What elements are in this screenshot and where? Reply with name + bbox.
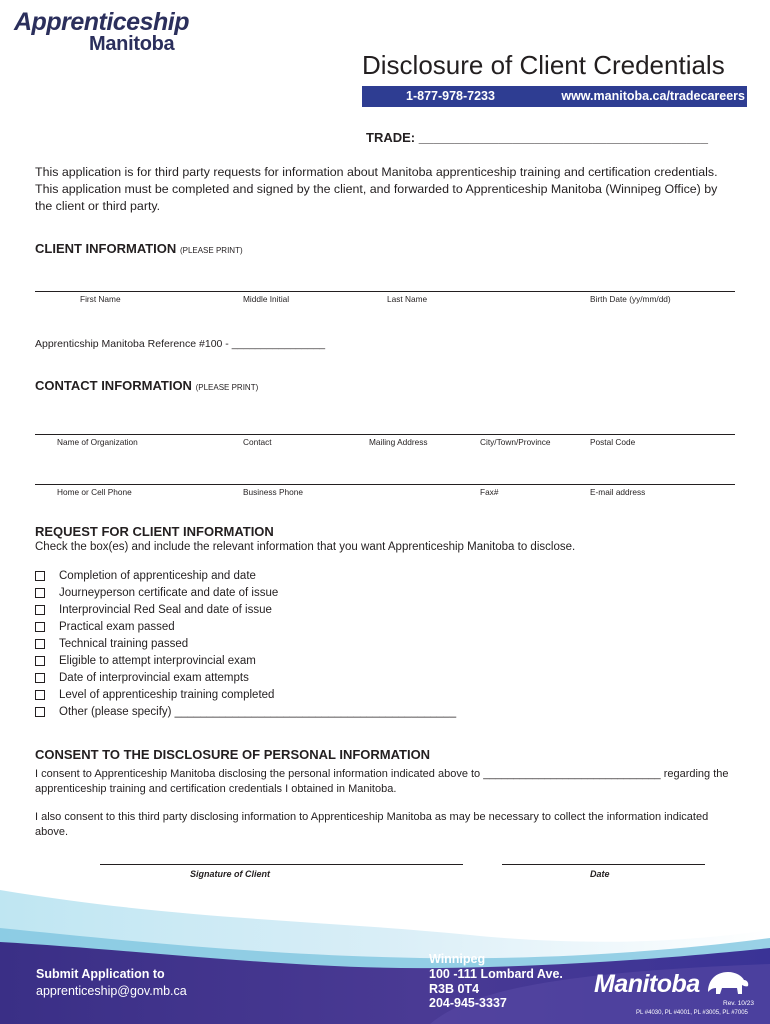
date-label: Date	[590, 869, 610, 879]
contact-row1-line[interactable]	[35, 434, 735, 435]
submit-email[interactable]: apprenticeship@gov.mb.ca	[36, 984, 187, 998]
option-label: Practical exam passed	[59, 621, 175, 634]
office-address	[429, 952, 563, 1011]
option-training-level[interactable]	[35, 686, 456, 703]
city-label: City/Town/Province	[480, 437, 551, 447]
bison-icon	[704, 966, 750, 998]
submit-heading: Submit Application to	[36, 967, 165, 981]
signature-line[interactable]	[100, 864, 463, 865]
option-label: Journeyperson certificate and date of issue	[59, 587, 279, 600]
date-line[interactable]	[502, 864, 705, 865]
address-street: 100 -111 Lombard Ave.	[429, 966, 563, 981]
option-label: Technical training passed	[59, 638, 189, 650]
contact-info-heading	[35, 378, 258, 393]
checkbox[interactable]	[35, 605, 45, 615]
request-options-list	[35, 568, 456, 720]
submit-block	[36, 966, 187, 1000]
postal-code-label: Postal Code	[590, 437, 636, 447]
option-exam-attempts[interactable]	[35, 669, 456, 686]
fax-label: Fax#	[480, 487, 499, 497]
option-practical-exam[interactable]	[35, 619, 456, 636]
option-red-seal[interactable]	[35, 602, 456, 619]
client-info-title: CLIENT INFORMATION	[35, 241, 177, 256]
reference-field[interactable]: Apprenticship Manitoba Reference #100 - ________________	[35, 338, 326, 350]
request-instruction: Check the box(es) and include the relevant information that you want Apprenticeship Manitoba to disclose.	[35, 541, 576, 553]
option-label: Date of interprovincial exam attempts	[59, 671, 249, 684]
signature-label: Signature of Client	[190, 869, 271, 879]
birth-date-label: Birth Date (yy/mm/dd)	[590, 294, 671, 304]
checkbox[interactable]	[35, 639, 45, 649]
checkbox[interactable]	[35, 571, 45, 581]
checkbox[interactable]	[35, 588, 45, 598]
option-label: Interprovincial Red Seal and date of issue	[59, 604, 272, 617]
manitoba-wordmark: Manitoba	[594, 970, 700, 998]
trade-label: TRADE:	[366, 130, 416, 145]
apprenticeship-logo-line2: Manitoba	[89, 33, 175, 55]
client-info-note: (PLEASE PRINT)	[179, 246, 243, 255]
option-other[interactable]	[35, 703, 456, 720]
checkbox[interactable]	[35, 673, 45, 683]
contact-banner	[362, 86, 747, 107]
checkbox[interactable]	[35, 690, 45, 700]
trade-field[interactable]	[366, 130, 708, 145]
footer-wave	[0, 880, 770, 1024]
consent-heading: CONSENT TO THE DISCLOSURE OF PERSONAL INFORMATION	[35, 747, 431, 762]
website-link[interactable]: www.manitoba.ca/tradecareers	[561, 89, 745, 103]
home-phone-label: Home or Cell Phone	[57, 487, 132, 497]
request-heading: REQUEST FOR CLIENT INFORMATION	[35, 524, 274, 539]
option-label: Eligible to attempt interprovincial exam	[59, 654, 256, 667]
consent-paragraph-2: I also consent to this third party disclosing information to Apprenticeship Manitoba as may be necessary to collect the information indicated above.	[35, 811, 709, 838]
option-technical-training[interactable]	[35, 636, 456, 653]
page-title: Disclosure of Client Credentials	[362, 50, 725, 80]
contact-label: Contact	[243, 437, 272, 447]
option-label: Level of apprenticeship training completed	[59, 688, 275, 701]
address-postal: R3B 0T4	[429, 981, 480, 996]
form-codes: PL #4030, PL #4001, PL #3005, PL #7005	[636, 1010, 748, 1016]
option-label: Completion of apprenticeship and date	[59, 570, 256, 583]
checkbox[interactable]	[35, 707, 45, 717]
organization-label: Name of Organization	[57, 437, 138, 447]
client-info-line[interactable]	[35, 291, 735, 292]
checkbox[interactable]	[35, 622, 45, 632]
option-journeyperson[interactable]	[35, 585, 456, 602]
trade-blank: ________________________________________	[418, 130, 708, 145]
checkbox[interactable]	[35, 656, 45, 666]
intro-paragraph: This application is for third party requests for information about Manitoba apprenticeship training and certification credentials. This application must be completed and signed by the client, and forwarded to Apprenticeship Manitoba (Winnipeg Office) by the client or third party.	[35, 165, 718, 213]
consent-paragraph-1: I consent to Apprenticeship Manitoba disclosing the personal information indicated above to _____________________________ regarding the apprenticeship training and certification credentials I obtained in Manitoba.	[35, 768, 729, 795]
mailing-address-label: Mailing Address	[369, 437, 428, 447]
apprenticeship-logo-line1: Apprenticeship	[14, 8, 189, 36]
business-phone-label: Business Phone	[243, 487, 303, 497]
first-name-label: First Name	[80, 294, 121, 304]
client-info-heading	[35, 241, 243, 256]
middle-initial-label: Middle Initial	[243, 294, 290, 304]
contact-row2-line[interactable]	[35, 484, 735, 485]
phone-number: 1-877-978-7233	[406, 89, 495, 103]
last-name-label: Last Name	[387, 294, 428, 304]
option-completion[interactable]	[35, 568, 456, 585]
address-phone: 204-945-3337	[429, 996, 507, 1011]
email-label: E-mail address	[590, 487, 646, 497]
address-city: Winnipeg	[429, 952, 486, 966]
contact-info-note: (PLEASE PRINT)	[195, 383, 259, 392]
option-label: Other (please specify) ____________________________________________	[59, 705, 457, 718]
contact-info-title: CONTACT INFORMATION	[35, 378, 192, 393]
option-eligible-exam[interactable]	[35, 652, 456, 669]
revision-label: Rev. 10/23	[723, 1000, 754, 1007]
